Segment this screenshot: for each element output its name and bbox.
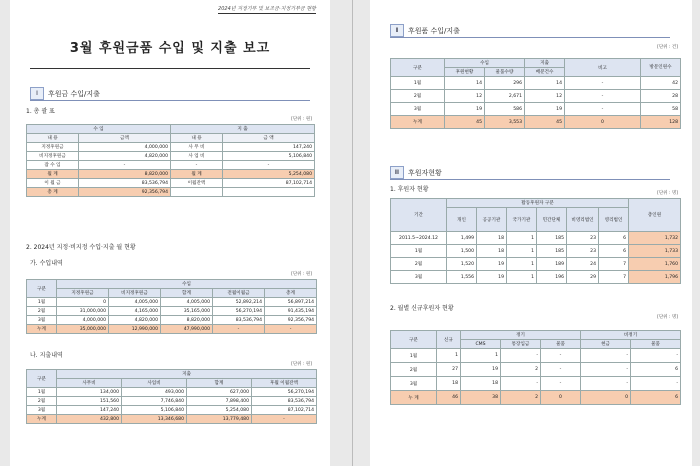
summary-expense-header: 지 출	[171, 125, 315, 134]
col-header: 구분	[27, 370, 57, 388]
table-row: 1월 1,500 18 1 185 23 6 1,733	[391, 245, 681, 258]
unit-label: [단위 : 명]	[657, 191, 678, 196]
subheading-new-donors: 2. 월별 신규후원자 현황	[390, 305, 454, 312]
table-row: 3월 19 586 19 - 58	[391, 103, 681, 116]
col-header: 내 용	[171, 134, 223, 143]
col-header: 구분	[391, 59, 445, 77]
table-row: 2월 12 2,671 12 - 28	[391, 90, 681, 103]
col-group-header: 수입	[57, 280, 317, 289]
table-row: 2월 31,000,000 4,165,000 35,165,000 56,270,194 91,435,194	[27, 307, 317, 316]
income-table: 구분 수입 지정후원금 비지정후원금 합계 전월이월금 총계 1월 0 4,005,000 4,005,000 52,892,214 56,897,214 2월 31,000,000 4,165,000 35,165,000 56,270,194 91,435,194 3월 4,000,000 4,820,000 8,820,000 83,536,794 92,356,794 누계 35,000,000 12,990,000 47,990,000 - -	[26, 279, 317, 334]
table-row: 2011.5~2024.12 1,499 18 1 185 23 6 1,732	[391, 232, 681, 245]
section-label: 후원금 수입/지출	[48, 89, 100, 98]
table-row-total: 누계 432,800 13,346,680 13,779,480 -	[27, 415, 317, 424]
table-row: 1월 0 4,005,000 4,005,000 52,892,214 56,897,214	[27, 298, 317, 307]
col-header: 비고	[565, 59, 641, 77]
unit-label: [단위 : 건]	[657, 45, 678, 50]
subheading-section2: 2. 2024년 지정·비지정 수입·지출 월 현황	[26, 244, 136, 251]
table-row: 지정후원금 4,000,000 사 무 비 147,240	[27, 143, 315, 152]
section-2-heading	[390, 24, 460, 37]
table-row: 3월 18 18 - - - -	[391, 377, 681, 391]
subheading-overview: 1. 총 괄 표	[26, 108, 55, 115]
table-row: 3월 4,000,000 4,820,000 8,820,000 83,536,794 92,356,794	[27, 316, 317, 325]
summary-table	[26, 124, 315, 197]
col-header: 신규	[437, 331, 461, 349]
col-header: 금 액	[223, 134, 315, 143]
col-header: 내 용	[27, 134, 79, 143]
table-row-total: 누계 35,000,000 12,990,000 47,990,000 - -	[27, 325, 317, 334]
table-row: 2월 151,560 7,746,840 7,898,400 83,536,794	[27, 397, 317, 406]
col-header: 방문인원수	[641, 59, 681, 77]
col-header: 구분	[391, 331, 437, 349]
section-1-heading	[30, 87, 100, 100]
section-divider	[30, 100, 310, 101]
table-row: 이 월 금 83,536,794 이월잔액 87,102,714	[27, 179, 315, 188]
table-row: 3월 1,556 19 1 196 29 7 1,796	[391, 271, 681, 284]
unit-label: [단위 : 명]	[657, 315, 678, 320]
col-group-header: 지출	[525, 59, 565, 68]
col-group-header: 활동후원자 구분	[447, 199, 629, 208]
section-label: 후원품 수입/지출	[408, 26, 460, 35]
table-row-total: 누 계 46 38 2 0 0 6	[391, 391, 681, 405]
unit-label: [단위 : 원]	[291, 272, 312, 277]
page-gutter	[352, 0, 353, 466]
table-row: 2월 1,520 19 1 189 24 7 1,760	[391, 258, 681, 271]
table-row-total: 누계 45 3,553 45 0 128	[391, 116, 681, 129]
summary-income-header: 수 입	[27, 125, 171, 134]
title-underline	[30, 68, 310, 69]
section-label: 후원자현황	[408, 168, 442, 177]
section-number: Ⅰ	[30, 87, 44, 100]
col-group-header: 정기	[461, 331, 581, 340]
new-donor-table: 구분 신규 정기 비정기 CMS 통장입금 물품 현금 물품 1월 1 1 - - - - 2월 27 19 2 - - 6 3월 18 18 - - - - 누 계 46 38 2 0 0 6	[390, 330, 681, 405]
unit-label: [단위 : 원]	[291, 117, 312, 122]
table-row: 비지정후원금 4,820,000 사 업 비 5,106,840	[27, 152, 315, 161]
table-row: 잡 수 입 - - -	[27, 161, 315, 170]
col-group-header: 수입	[445, 59, 525, 68]
page-title: 3월 후원금품 수입 및 지출 보고	[69, 41, 271, 56]
col-header: 금액	[79, 134, 171, 143]
unit-label: [단위 : 원]	[291, 362, 312, 367]
table-row-total: 총 계 92,356,794	[27, 188, 315, 197]
subheading-income: 가. 수입내역	[30, 260, 63, 267]
document-page-left	[10, 0, 330, 466]
section-divider	[390, 37, 670, 38]
donor-table: 기간 활동후원자 구분 총인원 개인 공공기관 국가기관 민간단체 비영리법인 영리법인 2011.5~2024.12 1,499 18 1 185 23 6 1,732 1월 1,500 18 1 185 23 6 1,733 2월 1,520 19 1 189 24 7 1,760 3월 1,556 19 1 196 29 7 1,796	[390, 198, 681, 284]
section-divider	[390, 179, 670, 180]
table-row-subtotal: 월 계 8,820,000 월 계 5,254,080	[27, 170, 315, 179]
document-page-right	[370, 0, 692, 466]
subheading-donors: 1. 후원자 현황	[390, 186, 429, 193]
section-number: Ⅲ	[390, 166, 404, 179]
col-group-header: 지출	[57, 370, 317, 379]
table-row: 1월 14 296 14 - 42	[391, 77, 681, 90]
table-row: 2월 27 19 2 - - 6	[391, 363, 681, 377]
section-3-heading	[390, 166, 442, 179]
subheading-expense: 나. 지출내역	[30, 352, 63, 359]
col-group-header: 비정기	[581, 331, 681, 340]
col-header: 기간	[391, 199, 447, 232]
expense-table: 구분 지출 사무비 사업비 합계 후월 이월잔액 1월 134,000 493,000 627,000 56,270,194 2월 151,560 7,746,840 7,898,400 83,536,794 3월 147,240 5,106,840 5,254,080 87,102,714 누계 432,800 13,346,680 13,779,480 -	[26, 369, 317, 424]
table-row: 3월 147,240 5,106,840 5,254,080 87,102,714	[27, 406, 317, 415]
goods-table: 구분 수입 지출 비고 방문인원수 후원현황 물품수량 배분건수 1월 14 296 14 - 42 2월 12 2,671 12 - 28 3월 19 586 19 - 58 누계 45 3,553 45 0 128	[390, 58, 681, 129]
table-row: 1월 134,000 493,000 627,000 56,270,194	[27, 388, 317, 397]
col-header: 총인원	[629, 199, 681, 232]
col-header: 구분	[27, 280, 57, 298]
section-number: Ⅱ	[390, 24, 404, 37]
table-row: 1월 1 1 - - - -	[391, 349, 681, 363]
running-header: 2024년 지정기부 및 보조금·지정기부금 현황	[218, 6, 316, 12]
